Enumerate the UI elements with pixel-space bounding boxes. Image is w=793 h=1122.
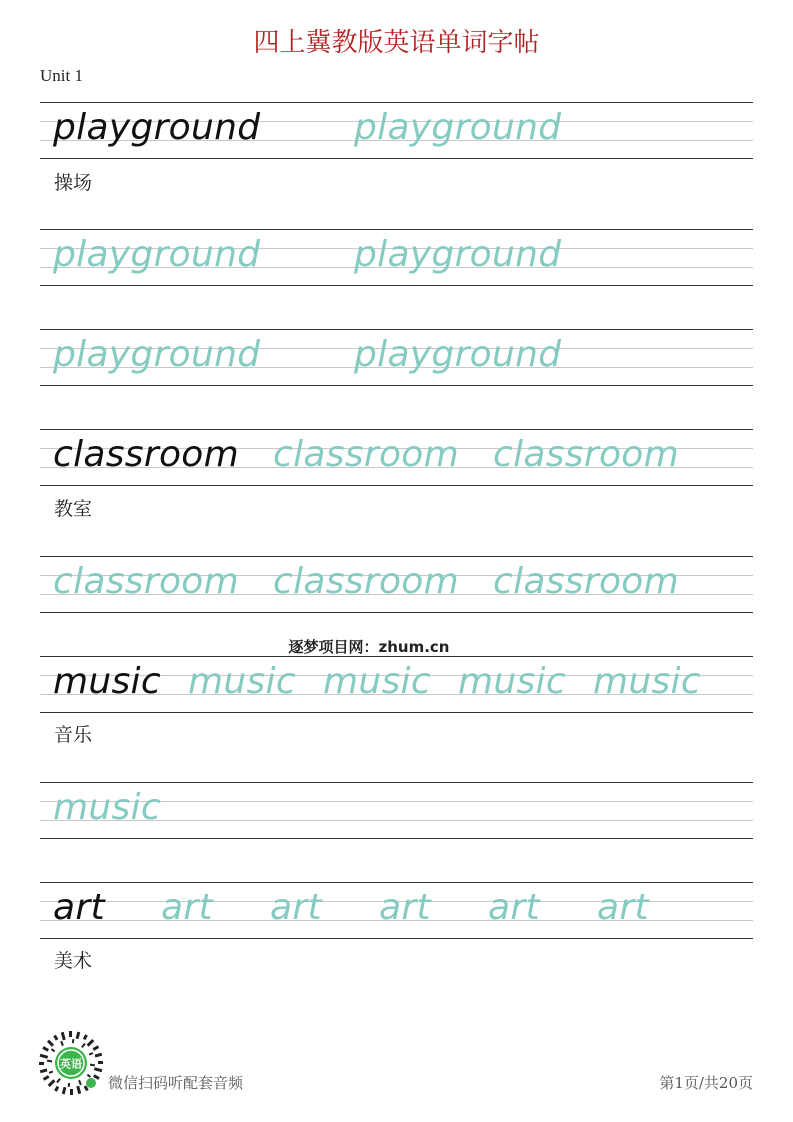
watermark-text: 逐梦项目网：zhum.cn [288, 638, 450, 656]
qr-code-icon[interactable] [38, 1030, 104, 1096]
unit-label: Unit 1 [40, 66, 83, 85]
writing-row [40, 229, 753, 286]
word-translation: 美术 [54, 950, 93, 972]
trace-word: art [161, 887, 213, 928]
word-translation: 教室 [54, 498, 93, 520]
trace-word: art [379, 887, 431, 928]
audio-hint-text: 微信扫码听配套音频 [108, 1074, 244, 1092]
writing-row [40, 429, 753, 486]
page-title: 四上冀教版英语单词字帖 [253, 28, 540, 58]
writing-row [40, 102, 753, 159]
model-word: art [53, 887, 105, 928]
trace-word: classroom [53, 561, 239, 602]
trace-word: playground [53, 334, 261, 375]
trace-word: playground [354, 334, 562, 375]
model-word: playground [53, 107, 261, 148]
writing-row [40, 556, 753, 613]
trace-word: classroom [493, 561, 679, 602]
model-word: music [53, 661, 161, 702]
word-translation: 音乐 [54, 724, 93, 746]
trace-word: playground [354, 107, 562, 148]
writing-row [40, 782, 753, 839]
trace-word: classroom [273, 561, 459, 602]
trace-word: art [488, 887, 540, 928]
trace-word: music [458, 661, 566, 702]
qr-badge-label: 英语 [60, 1057, 82, 1071]
trace-word: classroom [493, 434, 679, 475]
trace-word: music [188, 661, 296, 702]
writing-row [40, 882, 753, 939]
model-word: classroom [53, 434, 239, 475]
trace-word: music [323, 661, 431, 702]
trace-word: art [270, 887, 322, 928]
page-indicator: 第1页/共20页 [659, 1074, 753, 1092]
trace-word: art [597, 887, 649, 928]
trace-word: playground [53, 234, 261, 275]
word-translation: 操场 [54, 172, 93, 194]
writing-row [40, 656, 753, 713]
trace-word: music [593, 661, 701, 702]
writing-row [40, 329, 753, 386]
trace-word: playground [354, 234, 562, 275]
trace-word: classroom [273, 434, 459, 475]
trace-word: music [53, 787, 161, 828]
